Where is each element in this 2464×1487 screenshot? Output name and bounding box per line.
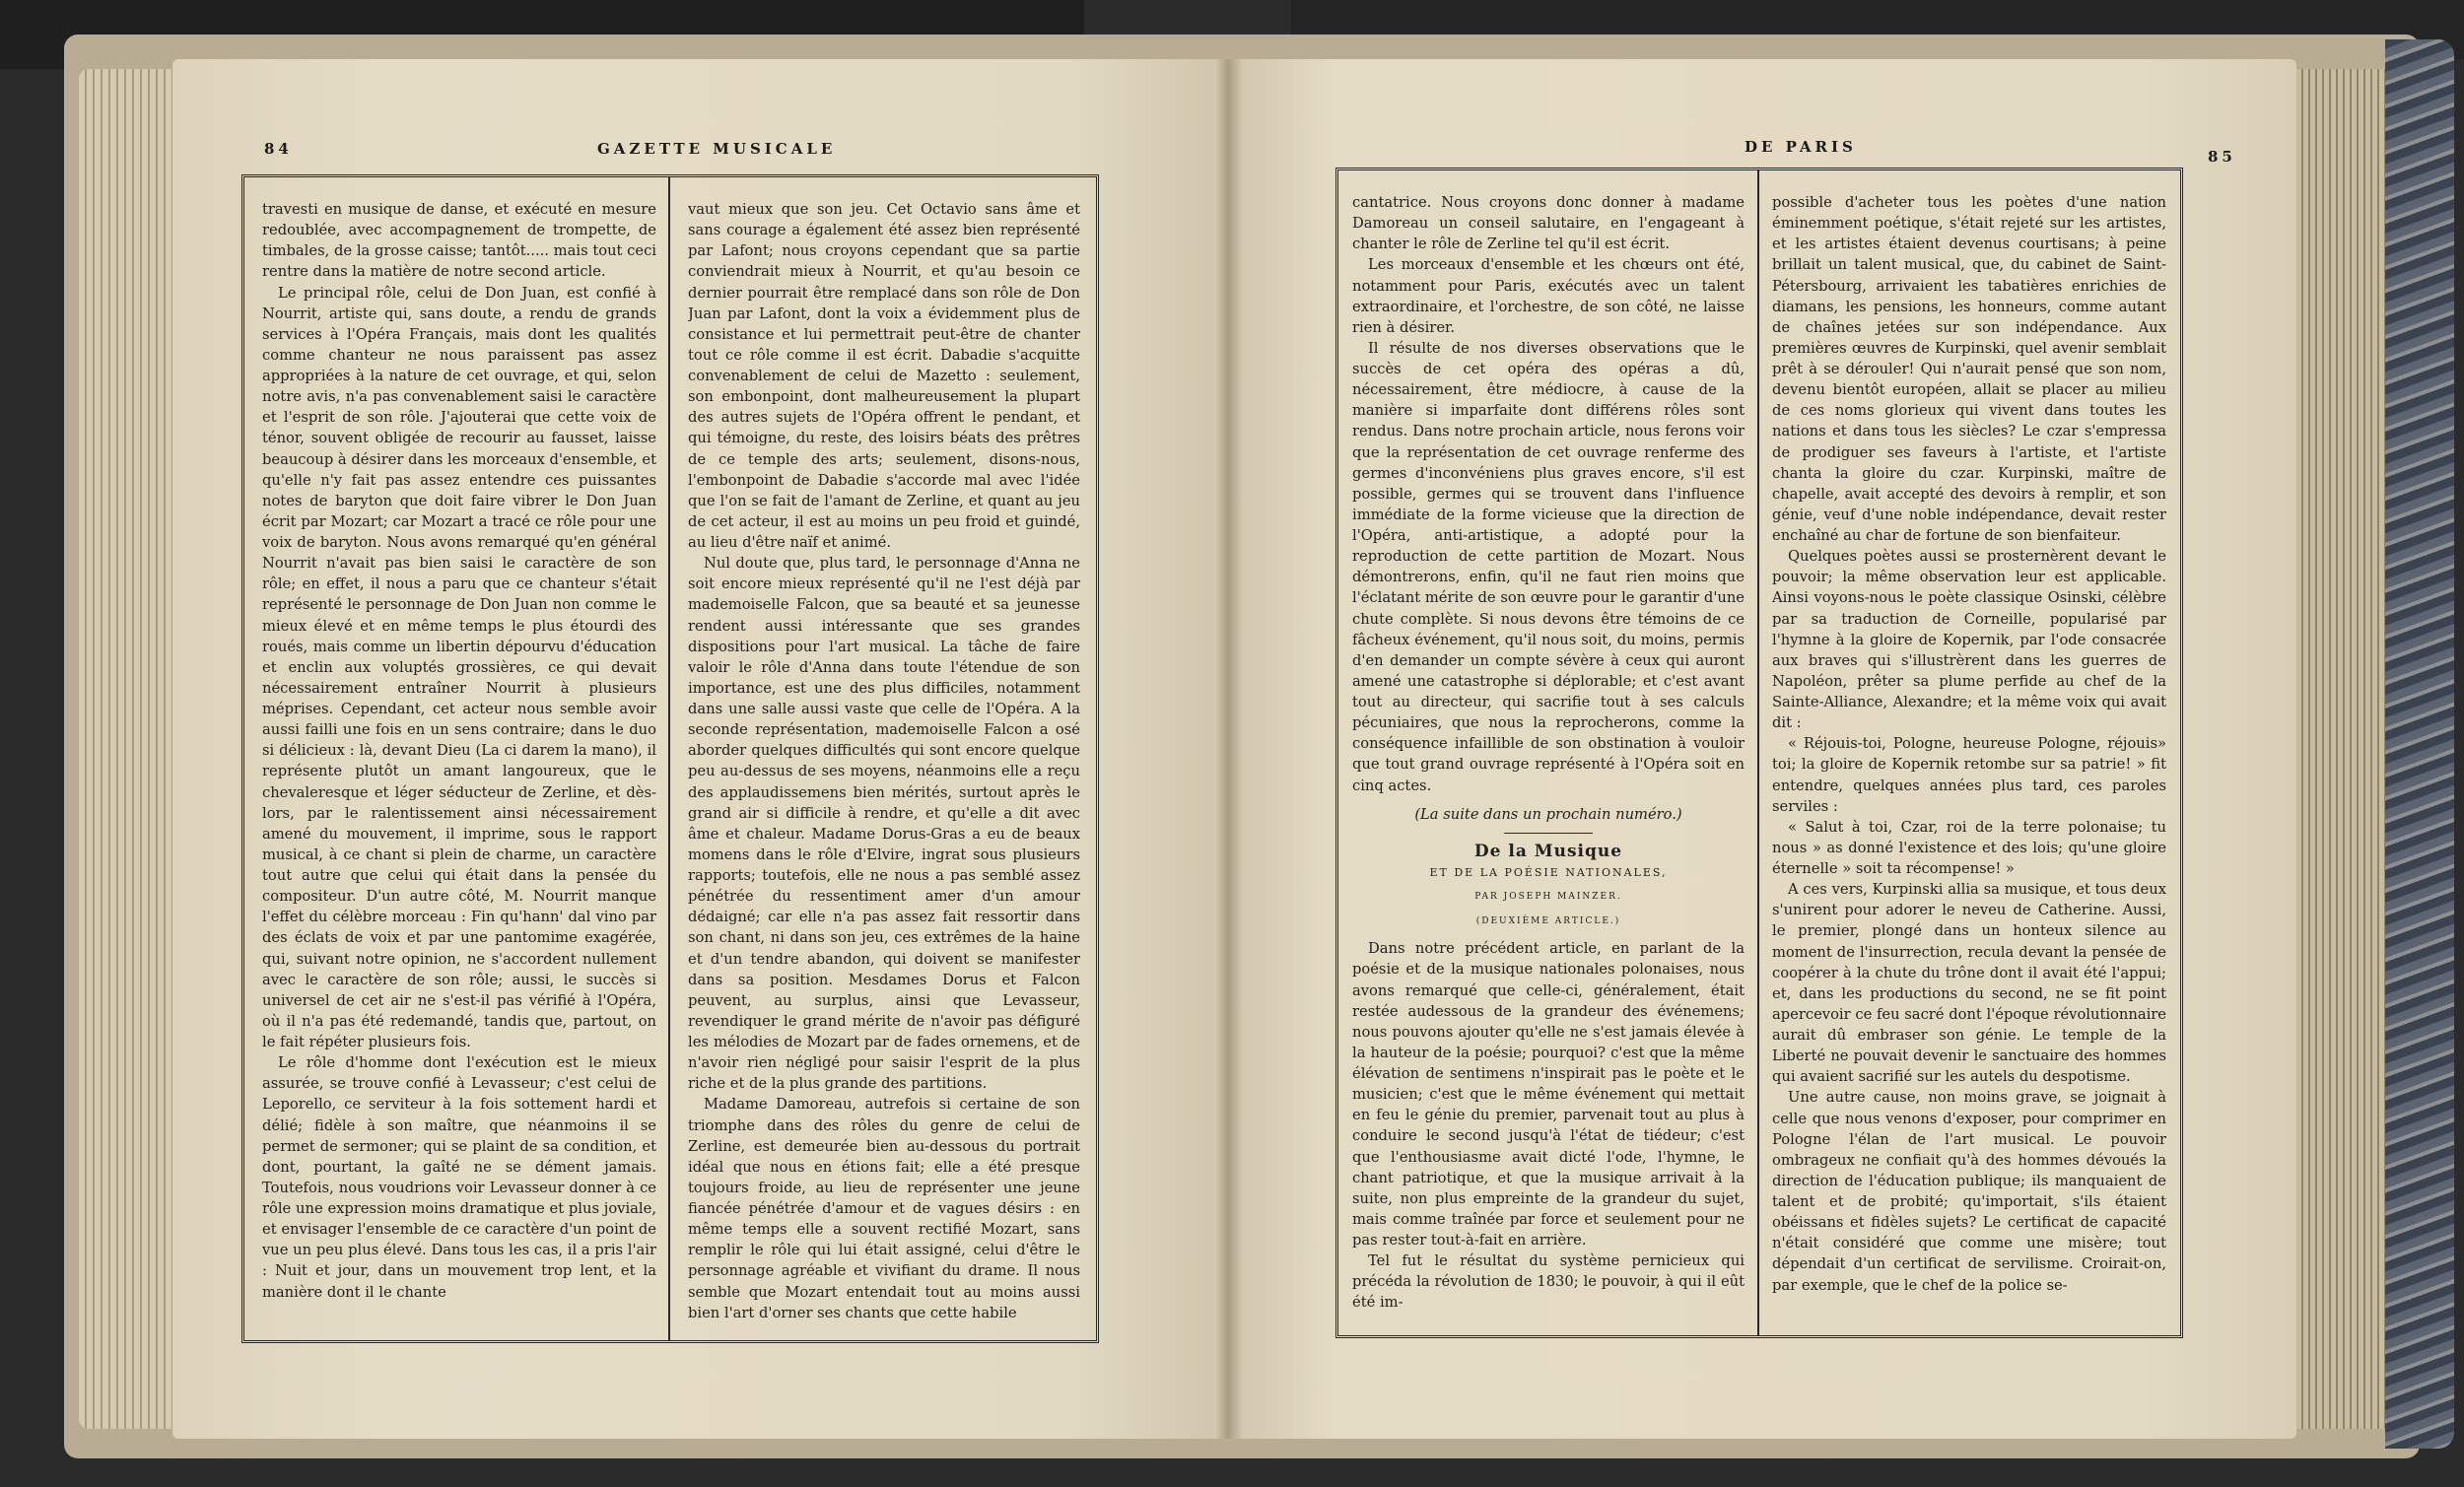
paragraph: possible d'acheter tous les poètes d'une nation éminemment poétique, s'était rejeté sur les artistes, et les artistes étaient devenus courtisans; à peine brillait un talent musical, que, du cabinet de Saint-Pétersbourg, arrivaient les tabatières enrichies de diamans, les pensions, les honneurs, comme autant de chaînes jetées sur son indépendance. Aux premières œuvres de Kurpinski, quel avenir semblait prêt à se dérouler! Qui n'aurait pensé que son nom, devenu bientôt européen, allait se placer au milieu de ces noms glorieux qui vivent dans toutes les nations et dans tous les siècles? Le czar s'empressa de prodiguer ses faveurs à l'artiste, et l'artiste chanta la gloire du czar. Kurpinski, maître de chapelle, avait accepté des devoirs à remplir, et son génie, veuf d'une noble indépendance, devait rester enchaîné au char de fortune de son bienfaiteur.	[1772, 194, 2166, 544]
paragraph: Les morceaux d'ensemble et les chœurs ont été, notamment pour Paris, exécutés avec un talent extraordinaire, et l'orchestre, de son côté, ne laisse rien à désirer.	[1352, 256, 1745, 336]
paragraph: cantatrice. Nous croyons donc donner à madame Damoreau un conseil salutaire, en l'engageant à chanter le rôle de Zerline tel qu'il est écrit.	[1352, 194, 1745, 253]
right-text-frame	[1335, 168, 2183, 1338]
paragraph: Une autre cause, non moins grave, se joignait à celle que nous venons d'exposer, pour comprimer en Pologne l'élan de l'art musical. Le pouvoir ombrageux ne confiait qu'à des hommes dévoués la direction de l'éducation publique; ils manquaient de talent et de probité; qu'importait, s'ils étaient obéissans et fidèles sujets? Le certificat de capacité n'était considéré que comme une misère; tout dépendait d'un certificat de servilisme. Croirait-on, par exemple, que le chef de la police se-	[1772, 1089, 2166, 1294]
paragraph: Il résulte de nos diverses observations que le succès de cet opéra des opéras a dû, nécessairement, être médiocre, à cause de la manière si imparfaite dont différens rôles sont rendus. Dans notre prochain article, nous ferons voir que la représentation de cet ouvrage renferme des germes d'inconvéniens plus graves encore, s'il est possible, germes qui se trouvent dans l'influence immédiate de la forme vicieuse que la direction de l'Opéra, anti-artistique, a adopté pour la reproduction de cette partition de Mozart. Nous démontrerons, enfin, qu'il ne faut rien moins que l'éclatant mérite de son œuvre pour le garantir d'une chute complète. Si nous devons être témoins de ce fâcheux événement, qu'il nous soit, du moins, permis d'en demander un compte sévère à ceux qui auront amené une catastrophe si déplorable; et c'est avant tout au directeur, qui sacrifie tout à ses calculs pécuniaires, que nous la reprocherons, comme la conséquence infaillible de son obstination à vouloir que tout grand ouvrage représenté à l'Opéra soit en cinq actes.	[1352, 339, 1745, 794]
paragraph: travesti en musique de danse, et exécuté en mesure redoublée, avec accompagnement de trompette, de timbales, de la grosse caisse; tantôt..... mais tout ceci rentre dans la matière de notre second article.	[262, 201, 656, 281]
right-page-number: 85	[2208, 148, 2236, 166]
paragraph: Dans notre précédent article, en parlant de la poésie et de la musique nationales polonaises, nous avons remarqué que celle-ci, généralement, était restée audessous de la grandeur des événemens; nous pouvons ajouter qu'elle ne s'est jamais élevée à la hauteur de la poésie; pourquoi? c'est que la même élévation de sentimens n'inspirait pas le poète et le musicien; c'est que le même événement qui mettait en feu le génie du premier, parvenait tout au plus à conduire le second jusqu'à l'état de tiédeur; c'est que l'enthousiasme avait dicté l'ode, l'hymne, le chant patriotique, et que la musique arrivait à la suite, non plus empreinte de la grandeur du sujet, mais comme traînée par force et seulement pour ne pas rester tout-à-fait en arrière.	[1352, 940, 1745, 1249]
left-page-edges	[79, 69, 187, 1429]
article-author: PAR JOSEPH MAINZER.	[1474, 892, 1622, 902]
paragraph: vaut mieux que son jeu. Cet Octavio sans âme et sans courage a également été assez bien représenté par Lafont; nous croyons cependant que sa partie conviendrait mieux à Nourrit, et qu'au besoin ce dernier pourrait être remplacé dans son rôle de Don Juan par Lafont, dont la voix a évidemment plus de consistance et lui permettrait peut-être de chanter tout ce rôle comme il est écrit. Dabadie s'acquitte convenablement de celui de Mazetto : seulement, son embonpoint, dont malheureusement la plupart des autres sujets de l'Opéra offrent le pendant, et qui témoigne, du reste, des loisirs béats des prêtres de ce temple des arts; seulement, disons-nous, l'embonpoint de Dabadie s'accorde mal avec l'idée que l'on se fait de l'amant de Zerline, et quant au jeu de cet acteur, il est au moins un peu froid et guindé, au lieu d'être naïf et animé.	[688, 201, 1080, 551]
book-gutter	[1214, 59, 1242, 1439]
continued-note: (La suite dans un prochain numéro.)	[1414, 805, 1682, 823]
right-column-2	[1772, 192, 2166, 1321]
quotation: « Réjouis-toi, Pologne, heureuse Pologne, réjouis» toi; la gloire de Kopernik retombe sur sa patrie! » fit entendre, quelques années plus tard, ces paroles serviles :	[1772, 735, 2166, 815]
column-rule	[1757, 170, 1759, 1335]
column-rule	[668, 177, 670, 1340]
article-title: De la Musique	[1473, 841, 1623, 861]
paragraph: Le rôle d'homme dont l'exécution est le mieux assurée, se trouve confié à Levasseur; c'est celui de Leporello, ce serviteur à la fois sottement hardi et délié; fidèle à son maître, que néanmoins il se permet de sermoner; qui se plaint de sa condition, et dont, pourtant, la gaîté ne se dément jamais. Toutefois, nous voudrions voir Levasseur donner à ce rôle une expression moins dramatique et plus joviale, et envisager l'ensemble de ce caractère d'un point de vue un peu plus élevé. Dans tous les cas, il a pris l'air : Nuit et jour, dans un mouvement trop lent, et la manière dont il le chante	[262, 1054, 656, 1301]
paragraph: Le principal rôle, celui de Don Juan, est confié à Nourrit, artiste qui, sans doute, a rendu de grands services à l'Opéra Français, mais dont les qualités comme chanteur ne nous paraissent pas assez appropriées à la nature de cet ouvrage, et qui, selon notre avis, n'a pas convenablement saisi le caractère et l'esprit de son rôle. J'ajouterai que cette voix de ténor, souvent obligée de recourir au fausset, laisse beaucoup à désirer dans les morceaux d'ensemble, et qu'elle n'y fait pas assez entendre ces puissantes notes de baryton que doit faire vibrer le Don Juan écrit par Mozart; car Mozart a tracé ce rôle pour une voix de baryton. Nous avons remarqué qu'en général Nourrit n'avait pas bien saisi le caractère de son rôle; en effet, il nous a paru que ce chanteur s'était représenté le personnage de Don Juan non comme le mieux élevé et en même temps le plus étourdi des roués, mais comme un libertin dépourvu d'éducation et enclin aux voluptés grossières, ce qui devait nécessairement entraîner Nourrit à plusieurs méprises. Cependant, cet acteur nous semble avoir aussi failli une fois en un sens contraire; dans le duo si délicieux : là, devant Dieu (La ci darem la mano), il représente plutôt un amant langoureux, que le chevaleresque et léger séducteur de Zerline, et dès-lors, par le ralentissement ainsi nécessairement amené du mouvement, il imprime, sous le rapport musical, à ce chant si plein de charme, un caractère tout autre que celui qui était dans la pensée du compositeur. D'un autre côté, M. Nourrit manque l'effet du célèbre morceau : Fin qu'hann' dal vino par des éclats de voix et par une pantomime exagérée, qui, suivant notre opinion, ne s'accordent nullement avec le caractère de son rôle; aussi, le succès si universel de cet air ne s'est-il pas vérifié à l'Opéra, où il n'a pas été redemandé, tandis que, partout, on le fait répéter plusieurs fois.	[262, 284, 656, 1050]
paragraph: Nul doute que, plus tard, le personnage d'Anna ne soit encore mieux représenté qu'il ne l'est déjà par mademoiselle Falcon, que sa beauté et sa jeunesse rendent aussi intéressante que ses grandes dispositions pour l'art musical. La tâche de faire valoir le rôle d'Anna dans toute l'étendue de son importance, est une des plus difficiles, notamment dans une salle aussi vaste que celle de l'Opéra. A la seconde représentation, mademoiselle Falcon a osé aborder quelques difficultés qui sont encore quelque peu au-dessus de ses moyens, néanmoins elle a reçu des applaudissemens bien mérités, surtout après le grand air si difficile à rendre, et qu'elle a dit avec âme et chaleur. Madame Dorus-Gras a eu de beaux momens dans le rôle d'Elvire, ingrat sous plusieurs rapports; toutefois, elle ne nous a pas semblé assez pénétrée du ressentiment amer d'un amour dédaigné; car elle n'a pas assez fait ressortir dans son chant, ni dans son jeu, ces extrêmes de la haine et d'un tendre abandon, qui doivent se manifester dans sa position. Mesdames Dorus et Falcon peuvent, au surplus, ainsi que Levasseur, revendiquer le grand mérite de n'avoir pas défiguré les mélodies de Mozart par de fades ornemens, et de n'avoir rien négligé pour saisir l'esprit de la plus riche et de la plus grande des partitions.	[688, 555, 1080, 1093]
article-part: (DEUXIÈME ARTICLE.)	[1475, 916, 1621, 927]
paragraph: Quelques poètes aussi se prosternèrent devant le pouvoir; la même observation leur est applicable. Ainsi voyons-nous le poète classique Osinski, célèbre par sa traduction de Corneille, popularisé par l'hymne à la gloire de Kopernik, par l'ode consacrée aux braves qui s'illustrèrent dans les guerres de Napoléon, prêter sa plume perfide au chef de la Sainte-Alliance, Alexandre; et la même voix qui avait dit :	[1772, 548, 2166, 732]
left-running-header: GAZETTE MUSICALE	[597, 140, 837, 158]
paragraph: A ces vers, Kurpinski allia sa musique, et tous deux s'unirent pour adorer le neveu de Catherine. Aussi, le premier, plongé dans un honteux silence au moment de l'insurrection, recula devant la pensée de coopérer à la chute du trône dont il avait été l'appui; et, dans les productions du second, ne se fit point apercevoir ce feu sacré dont l'époque révolutionnaire aurait dû embraser son génie. Le temple de la Liberté ne pouvait devenir le sanctuaire des hommes qui avaient sacrifié sur les autels du despotisme.	[1772, 881, 2166, 1086]
article-subtitle: ET DE LA POÉSIE NATIONALES,	[1429, 865, 1668, 879]
section-divider	[1504, 833, 1593, 834]
paragraph: Madame Damoreau, autrefois si certaine de son triomphe dans des rôles du genre de celui de Zerline, est demeurée bien au-dessous du portrait idéal que nous en étions fait; elle a été presque toujours froide, au lieu de représenter une jeune fiancée pénétrée d'amour et de vagues désirs : en même temps elle a souvent rectifié Mozart, sans remplir le rôle qui lui était assigné, celui d'être le personnage agréable et vivifiant du drame. Il nous semble que Mozart entendait tout au moins aussi bien l'art d'orner ses chants que cette habile	[688, 1096, 1080, 1321]
left-column-1	[262, 199, 656, 1326]
right-running-header: DE PARIS	[1745, 138, 1857, 156]
paragraph: Tel fut le résultat du système pernicieux qui précéda la révolution de 1830; le pouvoir, à qui il eût été im-	[1352, 1252, 1745, 1312]
marbled-cover	[2385, 39, 2454, 1449]
left-text-frame	[241, 174, 1099, 1343]
right-column-1	[1352, 192, 1745, 1321]
quotation: « Salut à toi, Czar, roi de la terre polonaise; tu nous » as donné l'existence et des lois; qu'une gloire éternelle » soit ta récompense! »	[1772, 818, 2166, 877]
left-page-number: 84	[264, 140, 293, 158]
left-column-2	[688, 199, 1080, 1326]
